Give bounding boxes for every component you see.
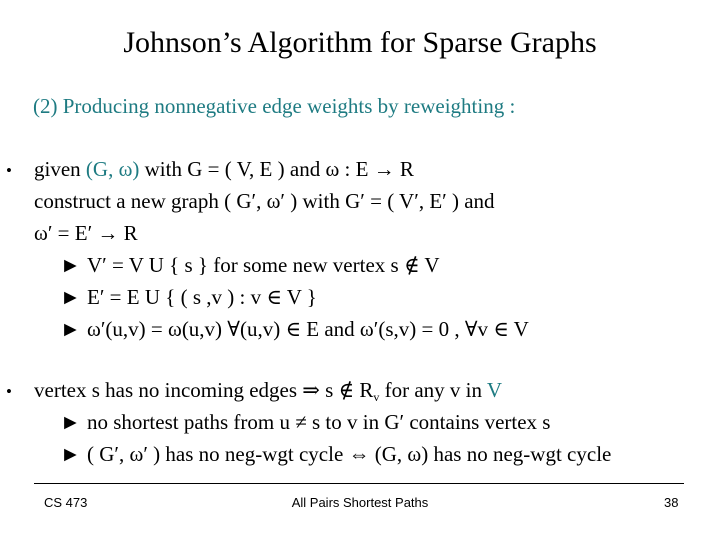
- sub-arrow-2: ►: [60, 285, 81, 309]
- sub-item-e-prime: E′ = E U { ( s ,v ) : v ∈ V }: [87, 285, 317, 309]
- bullet-1-line-2: construct a new graph ( G′, ω′ ) with G′ = ( V′, E′ ) and: [34, 189, 495, 213]
- sub-item-neg-cycle: ( G′, ω′ ) has no neg-wgt cycle ⇔ (G, ω) has no neg-wgt cycle: [87, 442, 612, 466]
- text-for-any: for any v in: [379, 378, 487, 402]
- bullet-1-line-3: ω′ = E′ → R: [34, 221, 138, 245]
- bullet-1-line-1: [34, 157, 414, 182]
- sub-arrow-5: ►: [60, 442, 81, 466]
- text-g-omega: (G, ω): [85, 157, 140, 181]
- footer-divider: [34, 483, 684, 484]
- sub-arrow-4: ►: [60, 410, 81, 434]
- slide-title: Johnson’s Algorithm for Sparse Graphs: [123, 26, 597, 59]
- text-with-g: with G = ( V, E ) and ω : E → R: [139, 157, 414, 181]
- text-vertex-s: vertex s has no incoming edges ⇒ s ∉ R: [34, 378, 374, 402]
- slide-subtitle: (2) Producing nonnegative edge weights by reweighting :: [33, 94, 516, 118]
- bullet-dot-2: •: [6, 382, 12, 401]
- bullet-dot-1: •: [6, 161, 12, 180]
- subscript-v: v: [373, 390, 380, 404]
- text-given: given: [34, 157, 86, 181]
- text-v-teal: V: [486, 378, 503, 402]
- sub-item-omega-prime: ω′(u,v) = ω(u,v) ∀(u,v) ∈ E and ω′(s,v) = 0 , ∀v ∈ V: [87, 317, 529, 341]
- sub-arrow-3: ►: [60, 317, 81, 341]
- sub-item-v-prime: V′ = V U { s } for some new vertex s ∉ V: [87, 253, 440, 277]
- footer-topic: All Pairs Shortest Paths: [291, 495, 429, 510]
- footer-page-number: 38: [664, 495, 679, 510]
- footer-course: CS 473: [44, 495, 88, 510]
- bullet-2-line-1: [34, 378, 502, 405]
- sub-item-no-shortest: no shortest paths from u ≠ s to v in G′ contains vertex s: [87, 410, 551, 434]
- sub-arrow-1: ►: [60, 253, 81, 277]
